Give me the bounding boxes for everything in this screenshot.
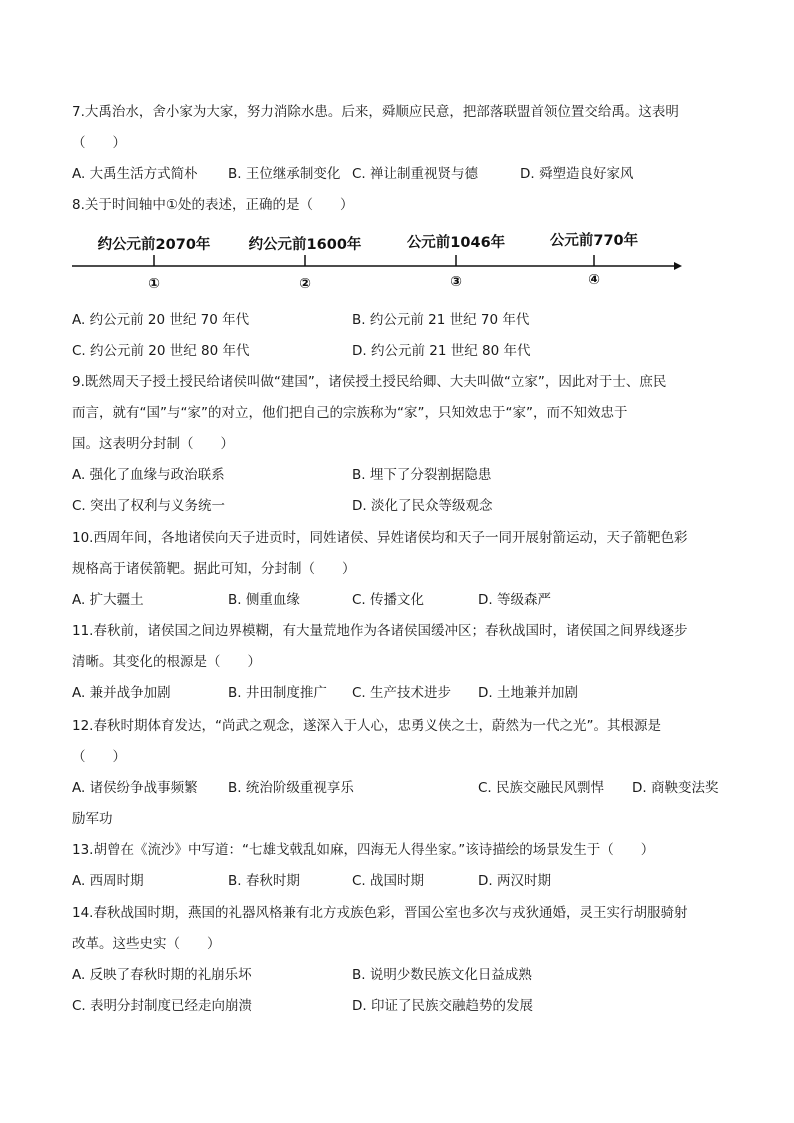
q9-option-a: A. 强化了血缘与政治联系 bbox=[72, 467, 225, 483]
q14-option-a: A. 反映了春秋时期的礼崩乐坏 bbox=[72, 967, 252, 983]
timeline-marker-2: ② bbox=[299, 276, 311, 292]
q10-stem-line2: 规格高于诸侯箭靶。据此可知，分封制（ ） bbox=[72, 561, 356, 577]
q12-option-d-continued: 励军功 bbox=[72, 811, 113, 827]
q8-option-c: C. 约公元前 20 世纪 80 年代 bbox=[72, 343, 250, 359]
timeline-marker-4: ④ bbox=[588, 272, 600, 288]
q13-stem: 13.胡曾在《流沙》中写道：“七雄戈戟乱如麻，四海无人得坐家。”该诗描绘的场景发生于（ ） bbox=[72, 842, 655, 858]
q9-option-b: B. 埋下了分裂割据隐患 bbox=[352, 467, 492, 483]
timeline-svg bbox=[70, 226, 686, 296]
q11-option-b: B. 井田制度推广 bbox=[228, 685, 327, 701]
timeline-label-4: 公元前770年 bbox=[549, 233, 639, 249]
q11-stem-line2: 清晰。其变化的根源是（ ） bbox=[72, 654, 261, 670]
q10-option-a: A. 扩大疆土 bbox=[72, 592, 144, 608]
q7-option-b: B. 王位继承制变化 bbox=[228, 166, 341, 182]
q11-option-d: D. 土地兼并加剧 bbox=[478, 685, 578, 701]
q13-option-c: C. 战国时期 bbox=[352, 873, 425, 889]
q7-option-a: A. 大禹生活方式简朴 bbox=[72, 166, 198, 182]
q12-option-d: D. 商鞅变法奖 bbox=[632, 780, 719, 796]
q9-stem-line3: 国。这表明分封制（ ） bbox=[72, 436, 234, 452]
q13-option-d: D. 两汉时期 bbox=[478, 873, 551, 889]
q8-option-a: A. 约公元前 20 世纪 70 年代 bbox=[72, 312, 250, 328]
timeline-figure bbox=[70, 226, 686, 296]
q7-stem-line1: 7.大禹治水，舍小家为大家，努力消除水患。后来，舜顺应民意，把部落联盟首领位置交给禹。这表明 bbox=[72, 104, 679, 120]
timeline-arrow-icon bbox=[674, 262, 682, 270]
q13-option-b: B. 春秋时期 bbox=[228, 873, 300, 889]
q10-option-b: B. 侧重血缘 bbox=[228, 592, 300, 608]
q12-option-a: A. 诸侯纷争战事频繁 bbox=[72, 780, 198, 796]
q7-option-d: D. 舜塑造良好家风 bbox=[520, 166, 634, 182]
q12-option-c: C. 民族交融民风剽悍 bbox=[478, 780, 605, 796]
q14-option-d: D. 印证了民族交融趋势的发展 bbox=[352, 998, 533, 1014]
q9-stem-line2: 而言，就有“国”与“家”的对立，他们把自己的宗族称为“家”，只知效忠于“家”，而不知效忠于 bbox=[72, 405, 628, 421]
q9-stem-line1: 9.既然周天子授土授民给诸侯叫做“建国”，诸侯授土授民给卿、大夫叫做“立家”，因此对于士、庶民 bbox=[72, 374, 667, 390]
q12-stem-line1: 12.春秋时期体育发达，“尚武之观念，遂深入于人心，忠勇义侠之士，蔚然为一代之光”。其根源是 bbox=[72, 718, 661, 734]
q11-stem-line1: 11.春秋前，诸侯国之间边界模糊，有大量荒地作为各诸侯国缓冲区；春秋战国时，诸侯国之间界线逐步 bbox=[72, 623, 688, 639]
timeline-label-1: 约公元前2070年 bbox=[97, 237, 211, 253]
q12-option-b: B. 统治阶级重视享乐 bbox=[228, 780, 354, 796]
q10-stem-line1: 10.西周年间，各地诸侯向天子进贡时，同姓诸侯、异姓诸侯均和天子一同开展射箭运动，天子箭靶色彩 bbox=[72, 530, 688, 546]
q14-option-c: C. 表明分封制度已经走向崩溃 bbox=[72, 998, 253, 1014]
q8-option-b: B. 约公元前 21 世纪 70 年代 bbox=[352, 312, 530, 328]
q13-option-a: A. 西周时期 bbox=[72, 873, 144, 889]
q9-option-c: C. 突出了权利与义务统一 bbox=[72, 498, 226, 514]
q9-option-d: D. 淡化了民众等级观念 bbox=[352, 498, 493, 514]
q11-option-a: A. 兼并战争加剧 bbox=[72, 685, 171, 701]
q8-option-d: D. 约公元前 21 世纪 80 年代 bbox=[352, 343, 531, 359]
q11-option-c: C. 生产技术进步 bbox=[352, 685, 452, 701]
q12-stem-line2: （ ） bbox=[72, 749, 126, 765]
timeline-marker-3: ③ bbox=[450, 274, 462, 290]
q10-option-d: D. 等级森严 bbox=[478, 592, 551, 608]
timeline-label-2: 约公元前1600年 bbox=[248, 237, 362, 253]
q7-option-c: C. 禅让制重视贤与德 bbox=[352, 166, 479, 182]
timeline-label-3: 公元前1046年 bbox=[406, 235, 506, 251]
q14-stem-line1: 14.春秋战国时期，燕国的礼器风格兼有北方戎族色彩，晋国公室也多次与戎狄通婚，灵王实行胡服骑射 bbox=[72, 905, 688, 921]
q7-stem-line2: （ ） bbox=[72, 135, 126, 151]
timeline-marker-1: ① bbox=[148, 276, 160, 292]
q14-stem-line2: 改革。这些史实（ ） bbox=[72, 936, 221, 952]
q14-option-b: B. 说明少数民族文化日益成熟 bbox=[352, 967, 532, 983]
q8-stem: 8.关于时间轴中①处的表述，正确的是（ ） bbox=[72, 197, 354, 213]
q10-option-c: C. 传播文化 bbox=[352, 592, 425, 608]
